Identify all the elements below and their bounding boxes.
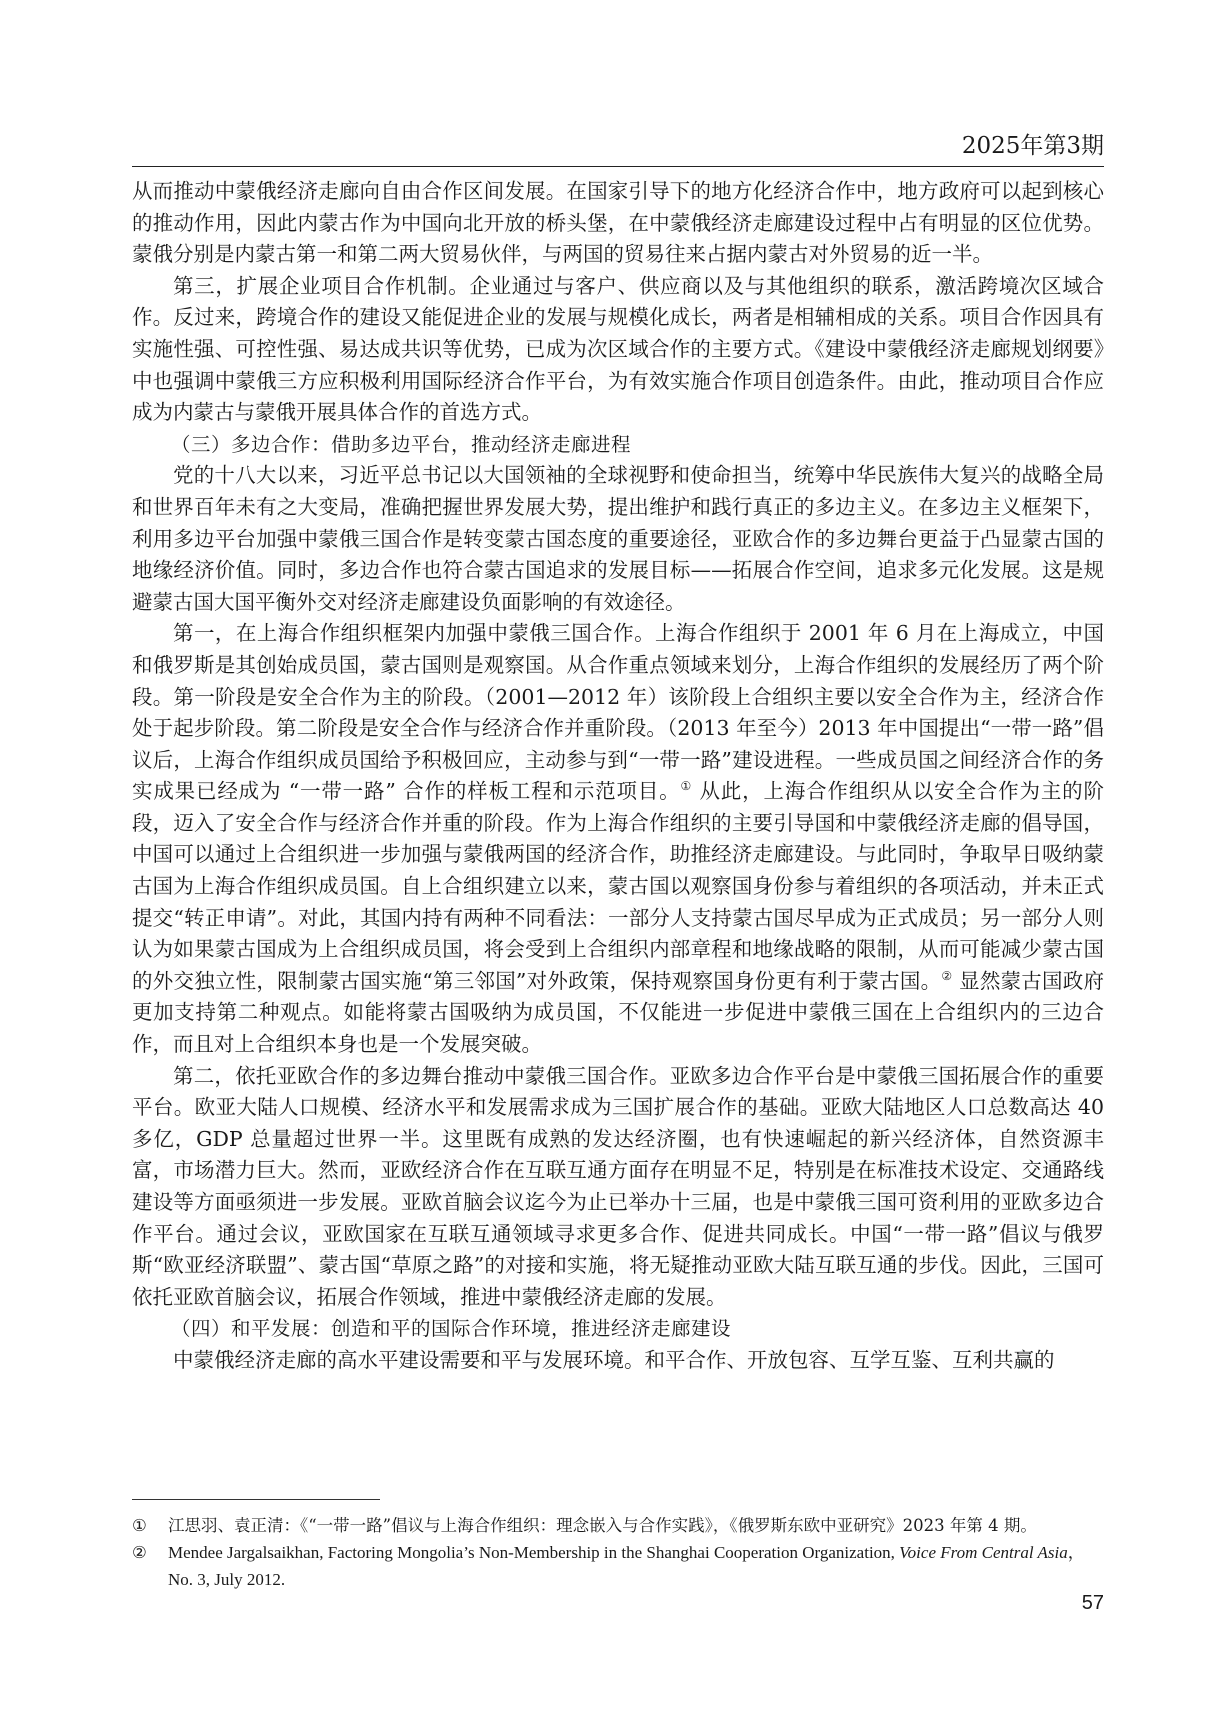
sco-text-part-3: 显然蒙古国政府更加支持第二种观点。如能将蒙古国吸纳为成员国，不仅能进一步促进中蒙俄三国在上合组织内的三边合作，而且对上合组织本身也是一个发展突破。 xyxy=(132,968,1104,1057)
paragraph-multilateralism: 党的十八大以来，习近平总书记以大国领袖的全球视野和使命担当，统筹中华民族伟大复兴的战略全局和世界百年未有之大变局，准确把握世界发展大势，提出维护和践行真正的多边主义。在多边主义框架下，利用多边平台加强中蒙俄三国合作是转变蒙古国态度的重要途径，亚欧合作的多边舞台更益于凸显蒙古国的地缘经济价值。同时，多边合作也符合蒙古国追求的发展目标——拓展合作空间，追求多元化发展。这是规避蒙古国大国平衡外交对经济走廊建设负面影响的有效途径。 xyxy=(132,463,1104,614)
footnote-citation: Mendee Jargalsaikhan, Factoring Mongolia’s Non-Membership in the Shanghai Cooperation Organization, xyxy=(168,1543,900,1562)
section-heading-multilateral: （三）多边合作：借助多边平台，推动经济走廊进程 xyxy=(171,432,632,456)
footnote-2 xyxy=(132,1539,1104,1593)
header-rule xyxy=(132,166,1104,167)
issue-header: 2025年第3期 xyxy=(961,133,1104,159)
footnote-ref-1[interactable]: ① xyxy=(680,779,693,794)
footnote-ref-2[interactable]: ② xyxy=(941,969,953,984)
sco-text-part-2: 从此，上海合作组织从以安全合作为主的阶段，迈入了安全合作与经济合作并重的阶段。作为上海合作组织的主要引导国和中蒙俄经济走廊的倡导国，中国可以通过上合组织进一步加强与蒙俄两国的经济合作，助推经济走廊建设。与此同时，争取早日吸纳蒙古国为上海合作组织成员国。自上合组织建立以来，蒙古国以观察国身份参与着组织的各项活动，并未正式提交“转正申请”。对此，其国内持有两种不同看法：一部分人支持蒙古国尽早成为正式成员；另一部分人则认为如果蒙古国成为上合组织成员国，将会受到上合组织内部章程和地缘战略的限制，从而可能减少蒙古国的外交独立性，限制蒙古国实施“第三邻国”对外政策，保持观察国身份更有利于蒙古国。 xyxy=(132,779,1104,993)
footnote-issue: ，No. 3, July 2012. xyxy=(168,1543,1085,1589)
footnote-1 xyxy=(132,1512,1104,1539)
footnotes xyxy=(132,1512,1104,1593)
footnote-mark: ① xyxy=(132,1516,147,1535)
footnote-rule xyxy=(132,1499,380,1500)
footnote-journal-title: Voice From Central Asia xyxy=(899,1543,1068,1562)
footnote-text: 江思羽、袁正清：《“一带一路”倡议与上海合作组织：理念嵌入与合作实践》，《俄罗斯东欧中亚研究》2023 年第 4 期。 xyxy=(168,1516,1037,1535)
footnote-text xyxy=(168,1543,1085,1589)
paragraph-enterprise-cooperation: 第三，扩展企业项目合作机制。企业通过与客户、供应商以及与其他组织的联系，激活跨境次区域合作。反过来，跨境合作的建设又能促进企业的发展与规模化成长，两者是相辅相成的关系。项目合作因具有实施性强、可控性强、易达成共识等优势，已成为次区域合作的主要方式。《建设中蒙俄经济走廊规划纲要》中也强调中蒙俄三方应积极利用国际经济合作平台，为有效实施合作项目创造条件。由此，推动项目合作应成为内蒙古与蒙俄开展具体合作的首选方式。 xyxy=(132,273,1104,425)
footnote-mark: ② xyxy=(132,1543,147,1562)
section-heading-peace: （四）和平发展：创造和平的国际合作环境，推进经济走廊建设 xyxy=(171,1317,732,1341)
paragraph-peace-environment: 中蒙俄经济走廊的高水平建设需要和平与发展环境。和平合作、开放包容、互学互鉴、互利共赢的 xyxy=(173,1347,1055,1372)
paragraph-continued: 从而推动中蒙俄经济走廊向自由合作区间发展。在国家引导下的地方化经济合作中，地方政府可以起到核心的推动作用，因此内蒙古作为中国向北开放的桥头堡，在中蒙俄经济走廊建设过程中占有明显的区位优势。蒙俄分别是内蒙古第一和第二两大贸易伙伴，与两国的贸易往来占据内蒙古对外贸易的近一半。 xyxy=(132,179,1104,267)
article-body xyxy=(132,176,1104,1377)
page-number: 57 xyxy=(1081,1592,1104,1614)
paragraph-asia-europe: 第二，依托亚欧合作的多边舞台推动中蒙俄三国合作。亚欧多边合作平台是中蒙俄三国拓展合作的重要平台。欧亚大陆人口规模、经济水平和发展需求成为三国扩展合作的基础。亚欧大陆地区人口总数高达 40 多亿，GDP 总量超过世界一半。这里既有成熟的发达经济圈，也有快速崛起的新兴经济体，自然资源丰富，市场潜力巨大。然而，亚欧经济合作在互联互通方面存在明显不足，特别是在标准技术设定、交通路线建设等方面亟须进一步发展。亚欧首脑会议迄今为止已举办十三届，也是中蒙俄三国可资利用的亚欧多边合作平台。通过会议，亚欧国家在互联互通领域寻求更多合作、促进共同成长。中国“一带一路”倡议与俄罗斯“欧亚经济联盟”、蒙古国“草原之路”的对接和实施，将无疑推动亚欧大陆互联互通的步伐。因此，三国可依托亚欧首脑会议，拓展合作领域，推进中蒙俄经济走廊的发展。 xyxy=(132,1063,1104,1309)
sco-text-part-1: 第一，在上海合作组织框架内加强中蒙俄三国合作。上海合作组织于 2001 年 6 月在上海成立，中国和俄罗斯是其创始成员国，蒙古国则是观察国。从合作重点领域来划分，上海合作组织的发展经历了两个阶段。第一阶段是安全合作为主的阶段。（2001—2012 年）该阶段上合组织主要以安全合作为主，经济合作处于起步阶段。第二阶段是安全合作与经济合作并重阶段。（2013 年至今）2013 年中国提出“一带一路”倡议后，上海合作组织成员国给予积极回应，主动参与到“一带一路”建设进程。一些成员国之间经济合作的务实成果已经成为 “一带一路” 合作的样板工程和示范项目。 xyxy=(132,621,1104,804)
paragraph-sco-cooperation xyxy=(132,618,1104,1060)
